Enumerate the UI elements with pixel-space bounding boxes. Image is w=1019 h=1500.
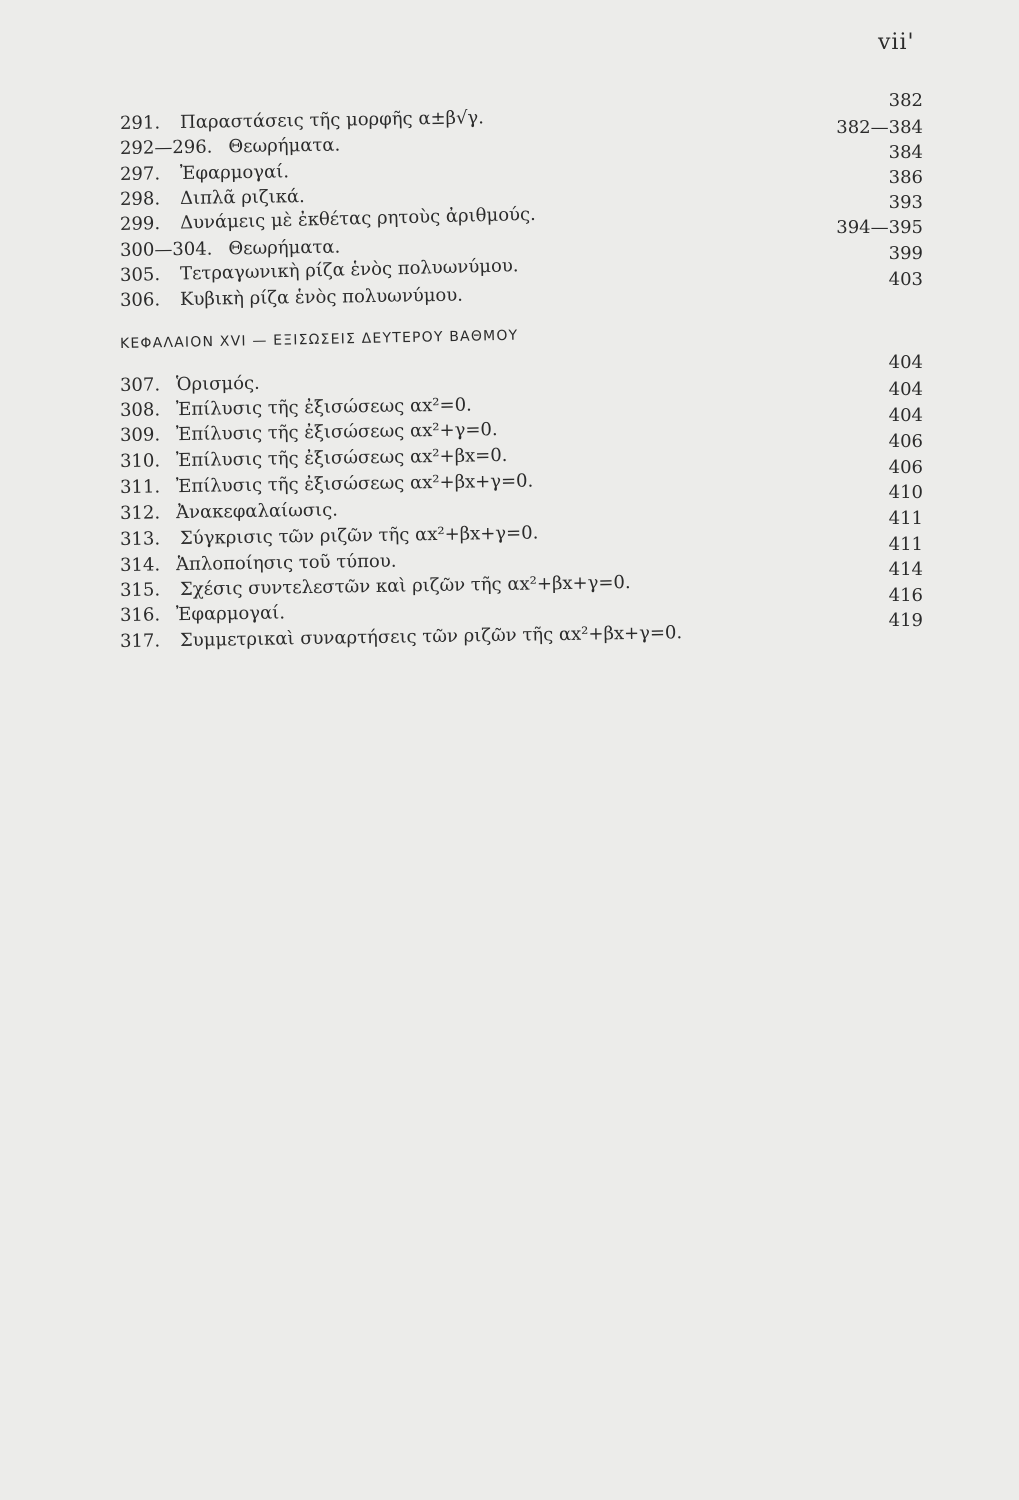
entry-number: 315. (119, 579, 161, 601)
entry-title: Ἁπλοποίησις τοῦ τύπου. (175, 550, 397, 576)
toc-entry (120, 186, 305, 210)
page-ref: 386 (888, 167, 923, 188)
page-ref: 411 (888, 508, 923, 529)
entry-title: Συμμετρικαὶ συναρτήσεις τῶν ριζῶν τῆς αx²+βx+γ=0. (179, 622, 683, 652)
page-ref: 404 (888, 379, 923, 400)
entry-title: Κυβικὴ ρίζα ἑνὸς πολυωνύμου. (179, 284, 464, 311)
page-ref: 403 (888, 269, 923, 290)
page-ref: 406 (888, 457, 923, 478)
page-ref: 404 (888, 405, 923, 426)
toc-entry (120, 237, 341, 261)
page-ref: 399 (888, 243, 923, 264)
page-ref: 410 (888, 482, 923, 503)
entry-title: Ἐφαρμογαί. (175, 602, 286, 626)
toc-entry (120, 394, 472, 421)
toc-entry (120, 285, 463, 311)
page-ref: 393 (888, 192, 923, 213)
entry-number: 309. (119, 424, 161, 446)
entry-number: 316. (119, 604, 161, 626)
page-ref: 384 (888, 142, 923, 163)
entry-number: 292—296. (119, 136, 213, 159)
page-ref: 414 (888, 559, 923, 580)
toc-entry (120, 161, 289, 185)
entry-title: Θεωρήματα. (228, 134, 341, 158)
page-ref: 382—384 (836, 117, 923, 138)
entry-title: Ἐπίλυσις τῆς ἐξισώσεως αx²=0. (175, 394, 472, 421)
entry-title: Διπλᾶ ριζικά. (179, 186, 305, 210)
page-ref: 416 (888, 585, 923, 606)
page-ref: 411 (888, 534, 923, 555)
entry-number: 299. (119, 213, 161, 235)
toc-entry (120, 445, 508, 472)
toc-entry (120, 551, 397, 576)
entry-number: 308. (119, 399, 161, 421)
entry-title: Θεωρήματα. (228, 236, 341, 260)
entry-number: 314. (119, 554, 161, 576)
entry-title: Παραστάσεις τῆς μορφῆς α±β√γ. (179, 107, 485, 134)
entry-title: Σχέσις συντελεστῶν καὶ ριζῶν τῆς αx²+βx+γ=0. (179, 571, 631, 601)
toc-entry (120, 373, 260, 396)
entry-number: 306. (119, 289, 161, 311)
toc-entry (120, 622, 682, 652)
entry-number: 311. (119, 476, 161, 498)
entry-number: 305. (119, 264, 161, 286)
toc-entry (120, 107, 484, 134)
entry-title: Ἐφαρμογαί. (179, 161, 290, 185)
entry-number: 297. (119, 163, 161, 185)
toc-entry (120, 135, 341, 159)
page-number: vii' (878, 30, 915, 55)
entry-number: 298. (119, 188, 161, 210)
entry-title: Ἐπίλυσις τῆς ἐξισώσεως αx²+βx=0. (175, 444, 508, 472)
entry-title: Ἐπίλυσις τῆς ἐξισώσεως αx²+βx+γ=0. (175, 470, 534, 498)
toc-entry (120, 471, 534, 498)
page-ref: 406 (888, 431, 923, 452)
page-ref: 394—395 (836, 217, 923, 238)
entry-title: Σύγκρισις τῶν ριζῶν τῆς αx²+βx+γ=0. (179, 522, 539, 550)
toc-entry (120, 522, 539, 550)
toc-entry (120, 419, 498, 446)
toc-entry (120, 602, 285, 626)
entry-number: 291. (119, 112, 161, 134)
toc-entry (120, 500, 338, 524)
entry-number: 307. (119, 374, 161, 396)
entry-title: Δυνάμεις μὲ ἐκθέτας ρητοὺς ἀριθμούς. (179, 203, 537, 234)
entry-title: Ἀνακεφαλαίωσις. (175, 499, 339, 524)
entry-title: Ὁρισμός. (175, 372, 260, 396)
entry-title: Ἐπίλυσις τῆς ἐξισώσεως αx²+γ=0. (175, 419, 498, 446)
entry-number: 313. (119, 528, 161, 550)
toc-entry (120, 572, 631, 601)
entry-title: Τετραγωνικὴ ρίζα ἑνὸς πολυωνύμου. (179, 255, 519, 285)
entry-number: 317. (119, 630, 161, 652)
entry-number: 300—304. (119, 238, 213, 261)
page-ref: 419 (888, 610, 923, 631)
page-ref: 382 (888, 90, 923, 111)
page-ref: 404 (888, 352, 923, 373)
entry-number: 310. (119, 450, 161, 472)
entry-number: 312. (119, 502, 161, 524)
chapter-heading: ΚΕΦΑΛΑΙΟΝ XVI — ΕΞΙΣΩΣΕΙΣ ΔΕΥΤΕΡΟΥ ΒΑΘΜΟΥ (119, 327, 519, 352)
